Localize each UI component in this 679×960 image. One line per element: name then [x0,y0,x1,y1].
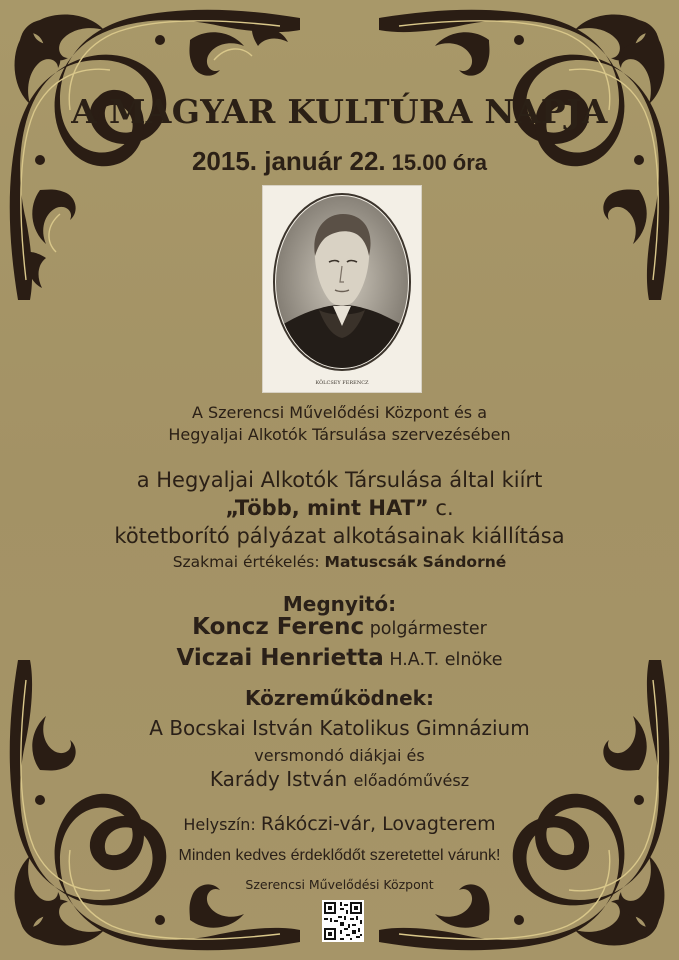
participants-performer [0,767,679,791]
event-title: A MAGYAR KULTÚRA NAPJA [71,92,608,131]
speaker-role: H.A.T. elnöke [389,650,503,670]
jury-label: Szakmai értékelés: [172,553,325,571]
exhibition-block [0,466,679,550]
speaker-role: polgármester [369,619,487,639]
event-time: 15.00 óra [391,150,488,175]
event-datetime [0,146,679,177]
jury-name: Matuscsák Sándorné [324,553,507,571]
venue-line [0,813,679,835]
portrait-image [263,186,421,392]
participants-heading: Közreműködnek: [245,686,434,710]
organizers-block [0,402,679,446]
exhibition-line-1: a Hegyaljai Alkotók Társulása által kiírt [136,468,543,492]
jury-line [0,553,679,571]
exhibition-title-line [0,494,679,522]
exhibition-line-3: kötetborító pályázat alkotásainak kiállítása [114,524,565,548]
event-date: 2015. január 22. [191,146,386,176]
opening-speaker-1 [0,614,679,640]
welcome-message: Minden kedves érdeklődőt szeretettel várunk! [178,847,501,864]
performer-name: Karády István [209,767,348,791]
organizers-line-2: Hegyaljai Alkotók Társulása szervezésében [168,425,511,444]
competition-title: „Több, mint HAT” [225,496,429,520]
qr-code[interactable] [322,900,364,942]
participants-line-1: A Bocskai István Katolikus Gimnázium [149,716,530,740]
portrait-caption: KÖLCSEY FERENCZ [315,380,369,386]
organizers-line-1: A Szerencsi Művelődési Központ és a [191,403,488,422]
opening-heading: Megnyitó: [282,592,397,616]
organizer-footer: Szerencsi Művelődési Központ [245,877,434,892]
speaker-name: Koncz Ferenc [192,614,365,640]
participants-line-2: versmondó diákjai és [254,746,425,765]
venue-label: Helyszín: [183,815,261,834]
venue-value: Rákóczi-vár, Lovagterem [260,813,496,835]
speaker-name: Viczai Henrietta [176,645,384,671]
competition-suffix: c. [428,496,454,520]
opening-speaker-2 [0,645,679,671]
performer-role: előadóművész [353,771,470,790]
